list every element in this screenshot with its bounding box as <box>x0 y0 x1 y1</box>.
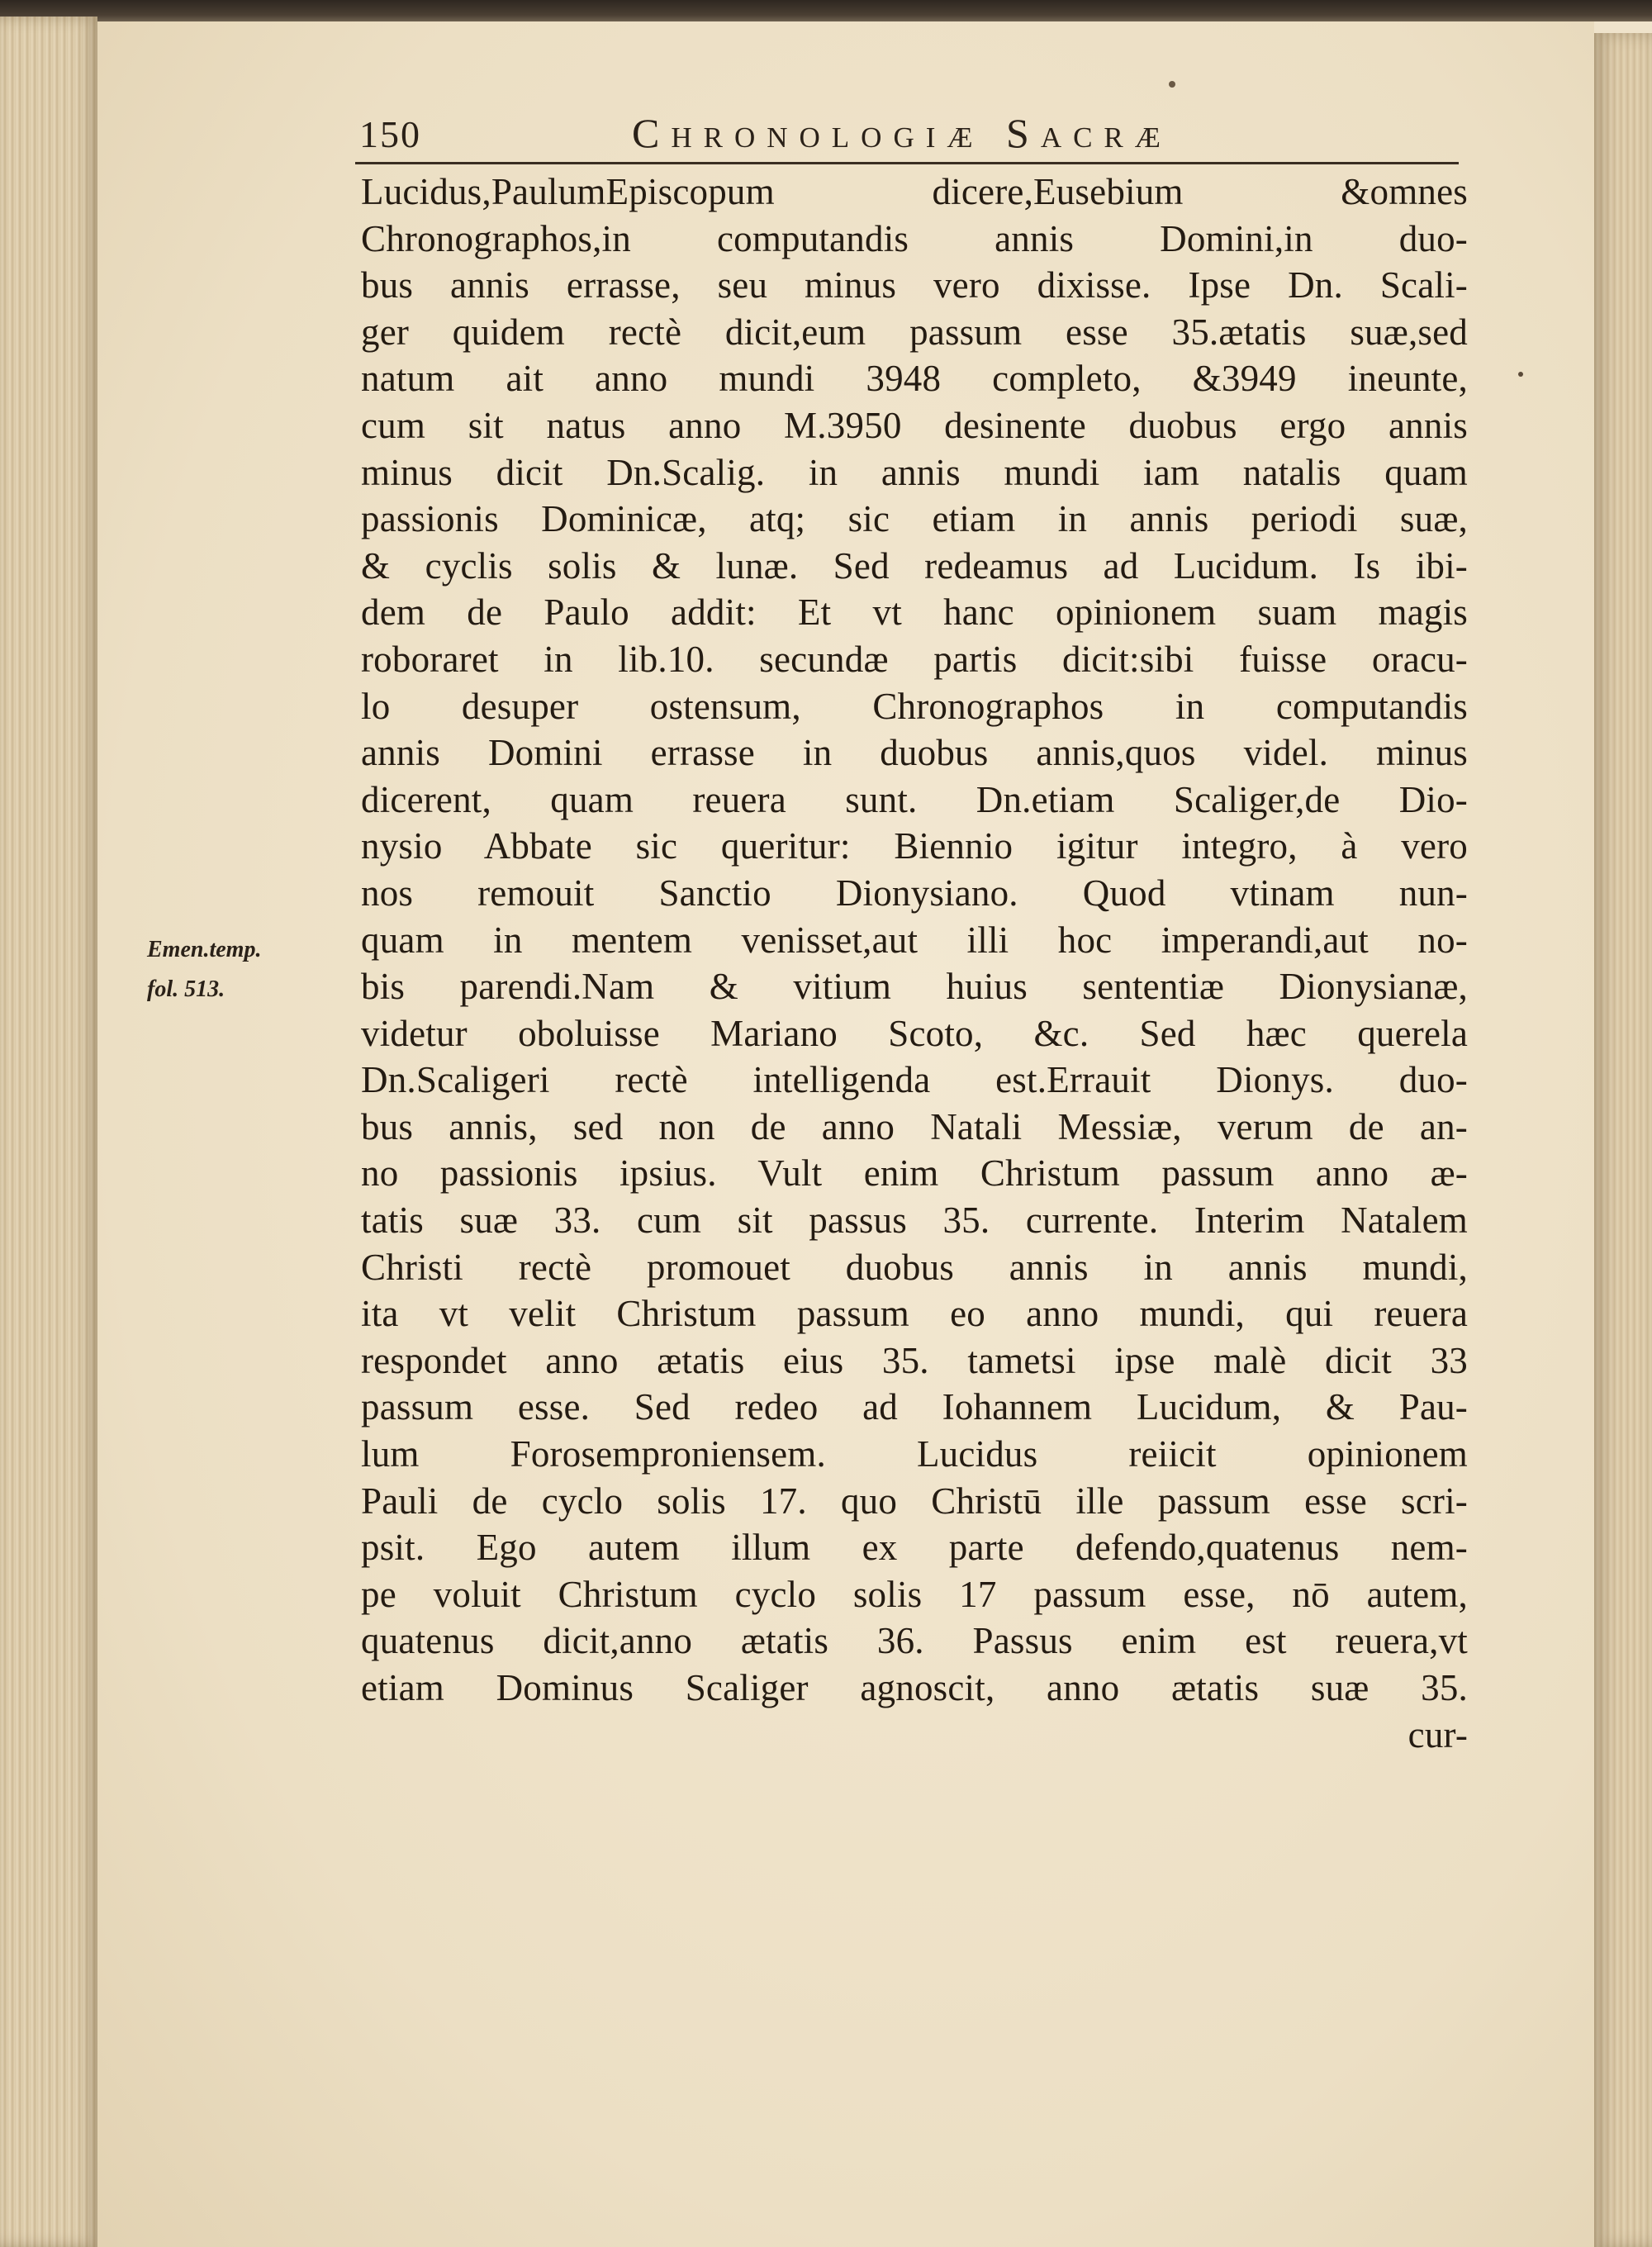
text-line: respondet anno ætatis eius 35. tametsi ipse malè dicit 33 <box>361 1339 1468 1381</box>
text-line: lo desuper ostensum, Chronographos in computandis <box>361 685 1468 727</box>
text-line: bus annis, sed non de anno Natali Messiæ, verum de an- <box>361 1105 1468 1147</box>
page-edges-left <box>0 17 97 2247</box>
marginal-note <box>147 930 345 1009</box>
text-line: cum sit natus anno M.3950 desinente duobus ergo annis <box>361 404 1468 446</box>
text-line: psit. Ego autem illum ex parte defendo,quatenus nem- <box>361 1527 1468 1569</box>
catchword: cur- <box>1408 1713 1468 1755</box>
body-text <box>361 169 1468 1758</box>
text-line: nos remouit Sanctio Dionysiano. Quod vtinam nun- <box>361 872 1468 914</box>
text-line: ger quidem rectè dicit,eum passum esse 35.ætatis suæ,sed <box>361 311 1468 353</box>
text-line: dem de Paulo addit: Et vt hanc opinionem suam magis <box>361 591 1468 634</box>
text-line: roboraret in lib.10. secundæ partis dicit:sibi fuisse oracu- <box>361 638 1468 680</box>
text-line: natum ait anno mundi 3948 completo, &3949 ineunte, <box>361 358 1468 400</box>
text-line: passum esse. Sed redeo ad Iohannem Lucidum, & Pau- <box>361 1386 1468 1428</box>
text-line: Chronographos,in computandis annis Domini,in duo- <box>361 217 1468 259</box>
running-title: Chronologiæ Sacræ <box>632 110 1172 156</box>
text-line: ita vt velit Christum passum eo anno mundi, qui reuera <box>361 1293 1468 1335</box>
text-line: bus annis errasse, seu minus vero dixisse. Ipse Dn. Scali- <box>361 264 1468 306</box>
text-line: lum Forosemproniensem. Lucidus reiicit opinionem <box>361 1433 1468 1475</box>
text-line: Dn.Scaligeri rectè intelligenda est.Errauit Dionys. duo- <box>361 1059 1468 1101</box>
book-binding <box>0 0 1652 21</box>
text-line: passionis Dominicæ, atq; sic etiam in annis periodi suæ, <box>361 498 1468 540</box>
ink-dot <box>1169 81 1175 88</box>
text-line: bis parendi.Nam & vitium huius sententiæ Dionysianæ, <box>361 966 1468 1008</box>
ink-speck <box>1518 372 1523 377</box>
text-line: quam in mentem venisset,aut illi hoc imperandi,aut no- <box>361 919 1468 961</box>
text-line: Christi rectè promouet duobus annis in annis mundi, <box>361 1246 1468 1288</box>
text-line: videtur oboluisse Mariano Scoto, &c. Sed hæc querela <box>361 1012 1468 1054</box>
text-line: annis Domini errasse in duobus annis,quos videl. minus <box>361 732 1468 774</box>
text-line: & cyclis solis & lunæ. Sed redeamus ad Lucidum. Is ibi- <box>361 544 1468 587</box>
text-line: Pauli de cyclo solis 17. quo Christū ille passum esse scri- <box>361 1480 1468 1522</box>
text-line: Lucidus,PaulumEpiscopum dicere,Eusebium &omnes <box>361 171 1468 212</box>
text-line: minus dicit Dn.Scalig. in annis mundi iam natalis quam <box>361 451 1468 493</box>
text-line: dicerent, quam reuera sunt. Dn.etiam Scaliger,de Dio- <box>361 778 1468 820</box>
text-line: quatenus dicit,anno ætatis 36. Passus enim est reuera,vt <box>361 1620 1468 1662</box>
text-line: etiam Dominus Scaliger agnoscit, anno ætatis suæ 35. <box>361 1667 1468 1708</box>
text-line: no passionis ipsius. Vult enim Christum passum anno æ- <box>361 1152 1468 1195</box>
page-edges-right <box>1594 33 1652 2247</box>
text-line: nysio Abbate sic queritur: Biennio igitur integro, à vero <box>361 825 1468 867</box>
page-number: 150 <box>359 113 421 155</box>
running-head <box>359 109 1458 159</box>
marginal-note-line: Emen.temp. <box>147 937 262 962</box>
marginal-note-line: fol. 513. <box>147 976 225 1002</box>
text-line: tatis suæ 33. cum sit passus 35. currente. Interim Natalem <box>361 1200 1468 1242</box>
header-rule <box>355 162 1459 164</box>
text-line: pe voluit Christum cyclo solis 17 passum esse, nō autem, <box>361 1573 1468 1615</box>
